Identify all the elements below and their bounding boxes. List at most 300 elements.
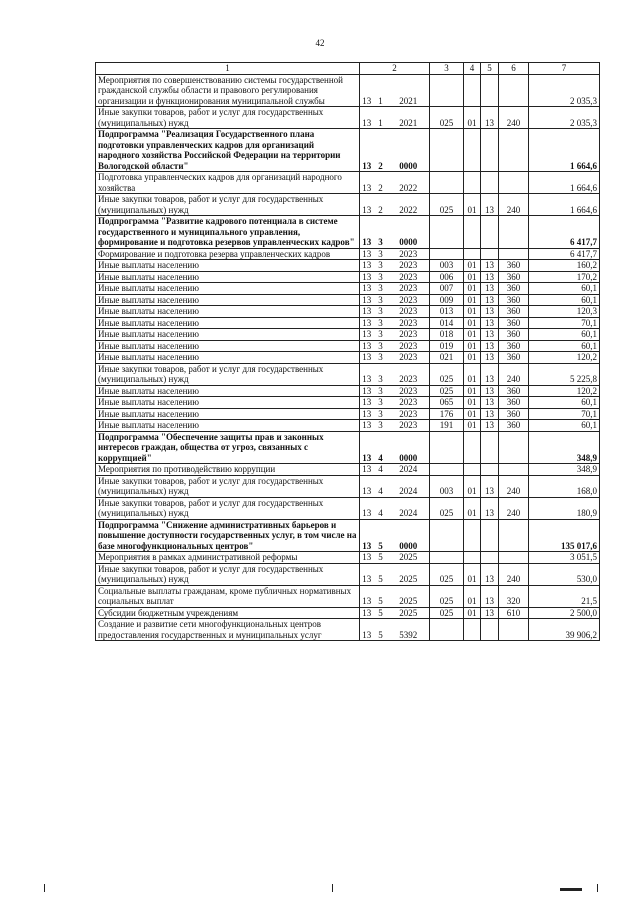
row-code-cell: 018 bbox=[430, 329, 464, 341]
row-code-cell: 360 bbox=[499, 340, 529, 352]
row-name-cell: Иные выплаты населению bbox=[96, 352, 360, 364]
row-amount-cell: 39 906,2 bbox=[529, 619, 600, 641]
header-cell: 5 bbox=[481, 63, 499, 75]
header-cell: 7 bbox=[529, 63, 600, 75]
row-code-cell: 360 bbox=[499, 294, 529, 306]
row-code-cell bbox=[430, 619, 464, 641]
row-code-cell: 360 bbox=[499, 271, 529, 283]
row-code-cell: 13 bbox=[360, 519, 374, 552]
table-row bbox=[96, 340, 600, 352]
row-code-cell bbox=[430, 248, 464, 260]
table-row bbox=[96, 408, 600, 420]
table-row bbox=[96, 172, 600, 194]
row-amount-cell: 60,1 bbox=[529, 397, 600, 409]
row-code-cell bbox=[464, 216, 481, 249]
row-code-cell: 13 bbox=[481, 340, 499, 352]
row-code-cell: 025 bbox=[430, 385, 464, 397]
table-row bbox=[96, 420, 600, 432]
row-code-cell bbox=[464, 552, 481, 564]
row-code-cell: 2 bbox=[374, 172, 388, 194]
row-code-cell: 13 bbox=[360, 408, 374, 420]
row-code-cell: 1 bbox=[374, 74, 388, 107]
row-code-cell: 13 bbox=[360, 248, 374, 260]
row-code-cell: 2025 bbox=[388, 585, 430, 607]
row-code-cell: 2023 bbox=[388, 352, 430, 364]
row-code-cell bbox=[499, 216, 529, 249]
row-code-cell: 13 bbox=[360, 363, 374, 385]
row-code-cell: 01 bbox=[464, 329, 481, 341]
row-code-cell bbox=[481, 519, 499, 552]
row-code-cell: 01 bbox=[464, 420, 481, 432]
row-code-cell: 1 bbox=[374, 107, 388, 129]
row-code-cell bbox=[464, 172, 481, 194]
row-code-cell bbox=[464, 431, 481, 464]
row-code-cell: 13 bbox=[481, 329, 499, 341]
row-amount-cell: 5 225,8 bbox=[529, 363, 600, 385]
row-code-cell: 240 bbox=[499, 194, 529, 216]
row-amount-cell: 60,1 bbox=[529, 294, 600, 306]
row-code-cell bbox=[430, 519, 464, 552]
row-amount-cell: 3 051,5 bbox=[529, 552, 600, 564]
row-amount-cell: 120,3 bbox=[529, 306, 600, 318]
row-amount-cell: 6 417,7 bbox=[529, 216, 600, 249]
row-code-cell: 01 bbox=[464, 271, 481, 283]
row-code-cell bbox=[481, 464, 499, 476]
row-amount-cell: 60,1 bbox=[529, 329, 600, 341]
row-code-cell: 2022 bbox=[388, 172, 430, 194]
row-code-cell: 13 bbox=[360, 172, 374, 194]
row-code-cell: 01 bbox=[464, 283, 481, 295]
row-code-cell bbox=[499, 172, 529, 194]
row-code-cell bbox=[481, 172, 499, 194]
row-code-cell: 2023 bbox=[388, 420, 430, 432]
row-name-cell: Иные закупки товаров, работ и услуг для государственных (муниципальных) нужд bbox=[96, 363, 360, 385]
row-code-cell bbox=[481, 431, 499, 464]
row-code-cell: 13 bbox=[481, 317, 499, 329]
row-code-cell: 4 bbox=[374, 464, 388, 476]
table-row bbox=[96, 271, 600, 283]
row-code-cell: 01 bbox=[464, 563, 481, 585]
row-code-cell: 13 bbox=[481, 306, 499, 318]
row-code-cell: 003 bbox=[430, 475, 464, 497]
row-code-cell: 01 bbox=[464, 107, 481, 129]
row-code-cell: 3 bbox=[374, 420, 388, 432]
row-code-cell: 2 bbox=[374, 194, 388, 216]
row-name-cell: Подготовка управленческих кадров для организаций народного хозяйства bbox=[96, 172, 360, 194]
row-code-cell: 13 bbox=[481, 585, 499, 607]
row-code-cell: 360 bbox=[499, 260, 529, 272]
row-code-cell: 5 bbox=[374, 563, 388, 585]
row-code-cell bbox=[499, 129, 529, 172]
row-code-cell: 13 bbox=[360, 306, 374, 318]
row-code-cell: 01 bbox=[464, 385, 481, 397]
row-code-cell: 13 bbox=[481, 475, 499, 497]
row-code-cell: 2023 bbox=[388, 317, 430, 329]
row-code-cell bbox=[499, 431, 529, 464]
row-amount-cell: 2 035,3 bbox=[529, 74, 600, 107]
row-code-cell: 2024 bbox=[388, 464, 430, 476]
row-code-cell: 025 bbox=[430, 607, 464, 619]
row-code-cell: 01 bbox=[464, 194, 481, 216]
row-amount-cell: 120,2 bbox=[529, 352, 600, 364]
row-code-cell: 01 bbox=[464, 397, 481, 409]
row-code-cell: 13 bbox=[360, 340, 374, 352]
row-code-cell: 13 bbox=[360, 464, 374, 476]
row-code-cell: 4 bbox=[374, 497, 388, 519]
row-amount-cell: 180,9 bbox=[529, 497, 600, 519]
row-code-cell: 007 bbox=[430, 283, 464, 295]
table-row bbox=[96, 397, 600, 409]
table-row bbox=[96, 107, 600, 129]
row-code-cell: 025 bbox=[430, 363, 464, 385]
row-code-cell: 13 bbox=[360, 74, 374, 107]
row-code-cell: 5 bbox=[374, 585, 388, 607]
row-name-cell: Иные закупки товаров, работ и услуг для государственных (муниципальных) нужд bbox=[96, 563, 360, 585]
header-cell: 6 bbox=[499, 63, 529, 75]
row-code-cell: 01 bbox=[464, 294, 481, 306]
page-edge-mark bbox=[597, 884, 598, 892]
row-code-cell: 13 bbox=[360, 385, 374, 397]
row-code-cell: 065 bbox=[430, 397, 464, 409]
row-code-cell bbox=[464, 248, 481, 260]
row-code-cell bbox=[481, 129, 499, 172]
row-code-cell: 13 bbox=[360, 552, 374, 564]
row-name-cell: Мероприятия по противодействию коррупции bbox=[96, 464, 360, 476]
row-amount-cell: 1 664,6 bbox=[529, 129, 600, 172]
row-code-cell: 2023 bbox=[388, 271, 430, 283]
row-code-cell: 006 bbox=[430, 271, 464, 283]
row-code-cell: 13 bbox=[360, 260, 374, 272]
row-code-cell: 3 bbox=[374, 408, 388, 420]
row-name-cell: Иные выплаты населению bbox=[96, 397, 360, 409]
row-code-cell bbox=[464, 519, 481, 552]
row-code-cell: 2021 bbox=[388, 74, 430, 107]
row-code-cell: 5392 bbox=[388, 619, 430, 641]
row-code-cell bbox=[499, 619, 529, 641]
row-code-cell: 13 bbox=[481, 352, 499, 364]
table-row bbox=[96, 352, 600, 364]
row-code-cell: 3 bbox=[374, 329, 388, 341]
row-code-cell bbox=[499, 464, 529, 476]
row-amount-cell: 60,1 bbox=[529, 420, 600, 432]
row-name-cell: Подпрограмма "Снижение административных барьеров и повышение доступности государственных услуг, в том числе на базе многофункциональных центров" bbox=[96, 519, 360, 552]
row-code-cell bbox=[430, 464, 464, 476]
row-name-cell: Иные выплаты населению bbox=[96, 317, 360, 329]
row-code-cell: 13 bbox=[360, 607, 374, 619]
row-code-cell: 3 bbox=[374, 363, 388, 385]
row-code-cell: 13 bbox=[481, 408, 499, 420]
row-code-cell bbox=[430, 129, 464, 172]
row-code-cell: 0000 bbox=[388, 216, 430, 249]
row-name-cell: Подпрограмма "Обеспечение защиты прав и законных интересов граждан, общества от угроз, связанных с коррупцией" bbox=[96, 431, 360, 464]
row-code-cell: 01 bbox=[464, 607, 481, 619]
row-amount-cell: 530,0 bbox=[529, 563, 600, 585]
header-row bbox=[96, 63, 600, 75]
row-name-cell: Иные выплаты населению bbox=[96, 294, 360, 306]
row-code-cell: 13 bbox=[481, 385, 499, 397]
table-row bbox=[96, 283, 600, 295]
row-amount-cell: 348,9 bbox=[529, 431, 600, 464]
table-row bbox=[96, 431, 600, 464]
row-code-cell: 025 bbox=[430, 585, 464, 607]
row-code-cell: 2023 bbox=[388, 329, 430, 341]
row-code-cell: 240 bbox=[499, 107, 529, 129]
table-row bbox=[96, 363, 600, 385]
row-name-cell: Иные выплаты населению bbox=[96, 260, 360, 272]
row-code-cell: 13 bbox=[360, 585, 374, 607]
row-name-cell: Иные выплаты населению bbox=[96, 306, 360, 318]
row-code-cell bbox=[481, 619, 499, 641]
row-code-cell bbox=[481, 74, 499, 107]
row-code-cell: 2025 bbox=[388, 563, 430, 585]
row-code-cell: 3 bbox=[374, 385, 388, 397]
row-code-cell: 2025 bbox=[388, 607, 430, 619]
row-code-cell: 2 bbox=[374, 129, 388, 172]
row-code-cell bbox=[430, 552, 464, 564]
page-edge-mark bbox=[560, 888, 582, 891]
row-code-cell: 13 bbox=[481, 271, 499, 283]
row-code-cell: 13 bbox=[360, 619, 374, 641]
row-code-cell: 13 bbox=[481, 283, 499, 295]
row-code-cell: 3 bbox=[374, 397, 388, 409]
row-code-cell: 13 bbox=[360, 431, 374, 464]
row-code-cell bbox=[430, 74, 464, 107]
row-code-cell: 240 bbox=[499, 497, 529, 519]
table-row bbox=[96, 248, 600, 260]
row-name-cell: Подпрограмма "Реализация Государственного плана подготовки управленческих кадров для организаций народного хозяйства Российской Федерации на территории Вологодской области" bbox=[96, 129, 360, 172]
row-code-cell: 2023 bbox=[388, 408, 430, 420]
row-code-cell: 5 bbox=[374, 619, 388, 641]
row-code-cell: 13 bbox=[481, 363, 499, 385]
table-row bbox=[96, 464, 600, 476]
row-code-cell: 2023 bbox=[388, 363, 430, 385]
row-code-cell: 5 bbox=[374, 607, 388, 619]
row-code-cell: 13 bbox=[360, 352, 374, 364]
row-code-cell: 2024 bbox=[388, 475, 430, 497]
row-code-cell bbox=[464, 464, 481, 476]
table-row bbox=[96, 294, 600, 306]
row-name-cell: Иные выплаты населению bbox=[96, 283, 360, 295]
budget-table bbox=[95, 62, 600, 641]
row-code-cell: 01 bbox=[464, 585, 481, 607]
row-code-cell: 13 bbox=[481, 420, 499, 432]
row-code-cell: 3 bbox=[374, 340, 388, 352]
table-row bbox=[96, 194, 600, 216]
row-code-cell: 025 bbox=[430, 497, 464, 519]
row-code-cell: 240 bbox=[499, 475, 529, 497]
row-name-cell: Иные закупки товаров, работ и услуг для государственных (муниципальных) нужд bbox=[96, 107, 360, 129]
row-code-cell: 4 bbox=[374, 475, 388, 497]
row-amount-cell: 170,2 bbox=[529, 271, 600, 283]
row-name-cell: Иные закупки товаров, работ и услуг для государственных (муниципальных) нужд bbox=[96, 497, 360, 519]
row-amount-cell: 2 500,0 bbox=[529, 607, 600, 619]
row-code-cell: 3 bbox=[374, 248, 388, 260]
row-name-cell: Иные выплаты населению bbox=[96, 385, 360, 397]
row-name-cell: Иные закупки товаров, работ и услуг для государственных (муниципальных) нужд bbox=[96, 194, 360, 216]
row-code-cell: 13 bbox=[481, 107, 499, 129]
row-code-cell: 2025 bbox=[388, 552, 430, 564]
row-code-cell: 5 bbox=[374, 552, 388, 564]
row-code-cell: 360 bbox=[499, 385, 529, 397]
row-code-cell bbox=[499, 248, 529, 260]
row-code-cell bbox=[430, 172, 464, 194]
row-code-cell bbox=[430, 216, 464, 249]
row-name-cell: Иные выплаты населению bbox=[96, 408, 360, 420]
row-code-cell: 360 bbox=[499, 317, 529, 329]
row-code-cell: 0000 bbox=[388, 129, 430, 172]
row-code-cell: 2023 bbox=[388, 340, 430, 352]
table-row bbox=[96, 329, 600, 341]
row-name-cell: Социальные выплаты гражданам, кроме публичных нормативных социальных выплат bbox=[96, 585, 360, 607]
row-code-cell: 13 bbox=[360, 317, 374, 329]
row-code-cell: 2024 bbox=[388, 497, 430, 519]
row-amount-cell: 1 664,6 bbox=[529, 172, 600, 194]
row-code-cell: 009 bbox=[430, 294, 464, 306]
row-amount-cell: 21,5 bbox=[529, 585, 600, 607]
row-code-cell: 191 bbox=[430, 420, 464, 432]
row-code-cell: 13 bbox=[360, 497, 374, 519]
row-code-cell: 13 bbox=[481, 294, 499, 306]
row-code-cell bbox=[464, 129, 481, 172]
row-code-cell: 01 bbox=[464, 352, 481, 364]
row-amount-cell: 135 017,6 bbox=[529, 519, 600, 552]
row-code-cell: 13 bbox=[360, 563, 374, 585]
row-name-cell: Иные закупки товаров, работ и услуг для государственных (муниципальных) нужд bbox=[96, 475, 360, 497]
row-code-cell: 240 bbox=[499, 563, 529, 585]
row-code-cell: 2023 bbox=[388, 385, 430, 397]
row-code-cell: 2023 bbox=[388, 260, 430, 272]
row-code-cell: 13 bbox=[481, 607, 499, 619]
row-code-cell: 13 bbox=[481, 563, 499, 585]
row-code-cell: 360 bbox=[499, 306, 529, 318]
row-code-cell: 13 bbox=[360, 194, 374, 216]
row-code-cell: 13 bbox=[481, 497, 499, 519]
row-code-cell: 2023 bbox=[388, 248, 430, 260]
table-row bbox=[96, 74, 600, 107]
row-code-cell: 3 bbox=[374, 260, 388, 272]
row-code-cell: 13 bbox=[360, 107, 374, 129]
row-code-cell: 3 bbox=[374, 306, 388, 318]
header-cell: 2 bbox=[360, 63, 430, 75]
row-name-cell: Создание и развитие сети многофункциональных центров предоставления государственных и муниципальных услуг bbox=[96, 619, 360, 641]
row-code-cell: 2023 bbox=[388, 397, 430, 409]
row-amount-cell: 348,9 bbox=[529, 464, 600, 476]
row-code-cell: 025 bbox=[430, 563, 464, 585]
row-code-cell bbox=[499, 552, 529, 564]
table-row bbox=[96, 563, 600, 585]
row-name-cell: Иные выплаты населению bbox=[96, 271, 360, 283]
row-amount-cell: 2 035,3 bbox=[529, 107, 600, 129]
table-row bbox=[96, 385, 600, 397]
table-row bbox=[96, 306, 600, 318]
row-code-cell: 019 bbox=[430, 340, 464, 352]
row-code-cell: 01 bbox=[464, 340, 481, 352]
row-amount-cell: 120,2 bbox=[529, 385, 600, 397]
row-code-cell bbox=[464, 74, 481, 107]
row-code-cell: 2023 bbox=[388, 294, 430, 306]
row-code-cell: 01 bbox=[464, 260, 481, 272]
row-name-cell: Субсидии бюджетным учреждениям bbox=[96, 607, 360, 619]
row-code-cell: 360 bbox=[499, 408, 529, 420]
row-code-cell bbox=[481, 552, 499, 564]
row-code-cell: 4 bbox=[374, 431, 388, 464]
header-cell: 3 bbox=[430, 63, 464, 75]
row-code-cell: 01 bbox=[464, 306, 481, 318]
table-row bbox=[96, 216, 600, 249]
row-code-cell bbox=[499, 74, 529, 107]
row-code-cell: 13 bbox=[481, 194, 499, 216]
row-name-cell: Иные выплаты населению bbox=[96, 420, 360, 432]
row-code-cell: 3 bbox=[374, 216, 388, 249]
row-amount-cell: 60,1 bbox=[529, 283, 600, 295]
row-code-cell bbox=[499, 519, 529, 552]
row-code-cell: 014 bbox=[430, 317, 464, 329]
row-code-cell: 360 bbox=[499, 397, 529, 409]
row-code-cell: 2023 bbox=[388, 306, 430, 318]
row-code-cell: 240 bbox=[499, 363, 529, 385]
row-code-cell: 0000 bbox=[388, 519, 430, 552]
row-code-cell: 320 bbox=[499, 585, 529, 607]
row-code-cell: 3 bbox=[374, 317, 388, 329]
row-code-cell: 13 bbox=[360, 420, 374, 432]
table-row bbox=[96, 519, 600, 552]
table-row bbox=[96, 607, 600, 619]
row-code-cell: 13 bbox=[360, 129, 374, 172]
row-code-cell: 3 bbox=[374, 294, 388, 306]
row-amount-cell: 168,0 bbox=[529, 475, 600, 497]
row-amount-cell: 70,1 bbox=[529, 317, 600, 329]
row-code-cell: 0000 bbox=[388, 431, 430, 464]
row-amount-cell: 60,1 bbox=[529, 340, 600, 352]
page-number: 42 bbox=[315, 38, 325, 48]
row-code-cell: 5 bbox=[374, 519, 388, 552]
row-code-cell: 021 bbox=[430, 352, 464, 364]
row-code-cell: 2023 bbox=[388, 283, 430, 295]
row-code-cell: 13 bbox=[360, 397, 374, 409]
row-code-cell: 13 bbox=[360, 283, 374, 295]
table-row bbox=[96, 619, 600, 641]
row-code-cell bbox=[481, 216, 499, 249]
row-code-cell: 360 bbox=[499, 283, 529, 295]
row-code-cell: 360 bbox=[499, 352, 529, 364]
row-code-cell: 360 bbox=[499, 420, 529, 432]
row-code-cell: 025 bbox=[430, 107, 464, 129]
row-code-cell bbox=[430, 431, 464, 464]
row-name-cell: Мероприятия по совершенствованию системы государственной гражданской службы области и правового регулирования организации и функционирования муниципальной службы bbox=[96, 74, 360, 107]
row-code-cell: 13 bbox=[360, 329, 374, 341]
header-cell: 4 bbox=[464, 63, 481, 75]
row-code-cell: 3 bbox=[374, 283, 388, 295]
row-name-cell: Иные выплаты населению bbox=[96, 329, 360, 341]
row-code-cell: 13 bbox=[360, 475, 374, 497]
page-edge-mark bbox=[332, 884, 333, 892]
page-edge-mark bbox=[44, 884, 45, 892]
row-code-cell bbox=[464, 619, 481, 641]
row-code-cell: 013 bbox=[430, 306, 464, 318]
table-row bbox=[96, 475, 600, 497]
row-name-cell: Мероприятия в рамках административной реформы bbox=[96, 552, 360, 564]
row-code-cell: 01 bbox=[464, 317, 481, 329]
row-code-cell: 176 bbox=[430, 408, 464, 420]
table-row bbox=[96, 317, 600, 329]
row-code-cell: 13 bbox=[360, 271, 374, 283]
row-amount-cell: 1 664,6 bbox=[529, 194, 600, 216]
row-code-cell: 360 bbox=[499, 329, 529, 341]
table-row bbox=[96, 552, 600, 564]
row-code-cell: 13 bbox=[481, 397, 499, 409]
row-name-cell: Подпрограмма "Развитие кадрового потенциала в системе государственного и муниципального управления, формирование и подготовка резервов управленческих кадров" bbox=[96, 216, 360, 249]
row-code-cell: 13 bbox=[360, 294, 374, 306]
